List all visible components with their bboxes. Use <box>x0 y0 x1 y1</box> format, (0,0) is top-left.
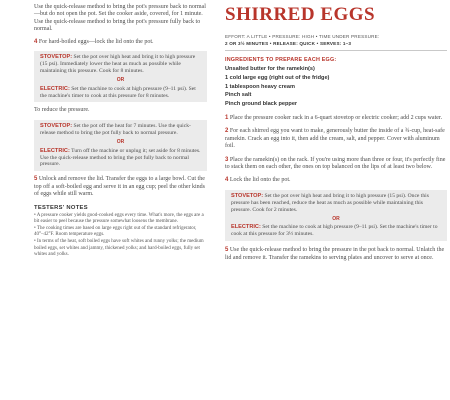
step-text: Unlock and remove the lid. Transfer the eggs to a large bowl. Cut the top off a soft-boiled egg and serve it in an egg cup; peel the other kinds of eggs while still warm. <box>34 176 206 198</box>
stovetop-text: Set the pot off the heat for 7 minutes. Use the quick-release method to bring the pot fully back to normal pressure. <box>40 122 191 136</box>
or-divider: OR <box>116 138 125 145</box>
ingredient-item: Unsalted butter for the ramekin(s) <box>225 66 315 72</box>
electric-label: ELECTRIC: <box>40 85 70 92</box>
recipe-title: SHIRRED EGGS <box>225 4 376 25</box>
note-item: • In terms of the heat, soft boiled eggs have soft whites and runny yolks; the medium boiled eggs, set whites and jammy, thickened yolks; and hard-boiled eggs, fully set whites and yolks. <box>34 239 204 257</box>
meta-line-2: 2 OR 3½ MINUTES • RELEASE: QUICK • SERVES: 1–3 <box>225 41 352 46</box>
ingredients-heading: INGREDIENTS TO PREPARE EACH EGG: <box>225 57 337 63</box>
note-item: • A pressure cooker yields good-cooked eggs every time. What's more, the eggs are a bit easier to peel because the pressure somewhat loosens the membrane. <box>34 212 204 224</box>
stovetop-text: Set the pot over high heat and bring it to high pressure (15 psi). Immediately lower the heat as much as possible while maintaining this pressure. Cook for 8 minutes. <box>40 54 196 74</box>
stovetop-label: STOVETOP: <box>40 54 73 61</box>
reduce-pressure-box <box>34 120 207 171</box>
electric-label: ELECTRIC: <box>231 224 261 231</box>
intro-paragraph: Use the quick-release method to bring the pot's pressure back to normal—but do not open the pot. Set the cooker aside, covered, for 1 minute. Use the quick-release method to bring the pot's pressure fully back to normal. <box>34 4 206 33</box>
electric-instruction <box>40 86 201 100</box>
electric-text: Turn off the machine or unplug it; set aside for 8 minutes. Use the quick-release method to bring the pot fully back to normal pressure. <box>40 147 201 168</box>
step-number: 4 <box>34 38 38 45</box>
ingredient-item: 1 cold large egg (right out of the fridge) <box>225 74 330 81</box>
stovetop-instruction <box>40 123 201 137</box>
step-number: 2 <box>225 128 229 135</box>
step-number: 5 <box>225 247 229 254</box>
step-2 <box>225 128 447 150</box>
step-3 <box>225 157 447 172</box>
testers-notes-list <box>34 213 207 258</box>
or-divider: OR <box>332 215 340 222</box>
step-text: For each shirred egg you want to make, generously butter the inside of a ¾-cup, heat-safe ramekin. Crack an egg into it, then add the cream, salt, and pepper. Cover with aluminum foil. <box>225 128 445 150</box>
step-text: For hard-boiled eggs—lock the lid onto the pot. <box>38 38 154 45</box>
step-number: 3 <box>225 156 229 163</box>
step-number: 5 <box>34 176 38 183</box>
stovetop-label: STOVETOP: <box>40 122 73 129</box>
step-text: Place the pressure cooker rack in a 6-quart stovetop or electric cooker; add 2 cups water. <box>229 114 443 121</box>
step-4 <box>225 177 447 184</box>
step-5-unlock <box>34 176 207 198</box>
cooking-instructions-box <box>34 51 207 102</box>
or-divider: OR <box>116 76 125 83</box>
step-text: Use the quick-release method to bring the pressure in the pot back to normal. Unlatch the lid and remove it. Transfer the ramekins to serving plates and uncover to serve at once. <box>225 247 445 261</box>
stovetop-text: Set the pot over high heat and bring it to high pressure (15 psi). Once this pressure has been reached, reduce the heat as much as possible while maintaining this pressure. Cook for 2 minutes. <box>231 192 429 213</box>
left-column <box>0 0 215 400</box>
electric-label: ELECTRIC: <box>40 147 70 154</box>
recipe-meta <box>225 33 447 47</box>
meta-line-1: EFFORT: A LITTLE • PRESSURE: HIGH • TIME UNDER PRESSURE: <box>225 34 380 39</box>
note-item: • The cooking times are based on large eggs right out of the standard refrigerator, 40°–42°F. Room temperature eggs. <box>34 225 197 238</box>
step-1 <box>225 115 447 122</box>
ingredient-item: 1 tablespoon heavy cream <box>225 83 295 90</box>
ingredients-list <box>225 65 447 109</box>
electric-instruction <box>40 148 201 169</box>
ingredient-item: Pinch salt <box>225 92 252 99</box>
reduce-pressure-intro: To reduce the pressure. <box>34 107 90 114</box>
electric-instruction <box>231 224 441 238</box>
divider <box>225 50 447 51</box>
step-number: 4 <box>225 177 229 184</box>
step-text: Lock the lid onto the pot. <box>229 177 291 184</box>
step-4-hard-boiled <box>34 39 207 46</box>
right-column <box>225 0 447 262</box>
step-5 <box>225 247 447 262</box>
electric-text: Set the machine to cook at high pressure (9–11 psi). Set the machine's timer to cook at this pressure for 8 minutes. <box>40 85 196 99</box>
electric-text: Set the machine to cook at high pressure (9–11 psi). Set the machine's timer to cook at this pressure for 3½ minutes. <box>231 224 438 238</box>
stovetop-instruction <box>231 193 441 214</box>
step-number: 1 <box>225 114 229 121</box>
cooking-instructions-box <box>225 190 447 241</box>
stovetop-instruction <box>40 54 201 75</box>
step-text: Place the ramekin(s) on the rack. If you're using more than three or four, it's perfectly fine to stack them on each other, the ones on top balanced on the lips of at least two below. <box>225 156 446 171</box>
testers-notes-title: TESTERS' NOTES <box>34 204 88 211</box>
ingredient-item: Pinch ground black pepper <box>225 101 298 108</box>
stovetop-label: STOVETOP: <box>231 192 264 199</box>
